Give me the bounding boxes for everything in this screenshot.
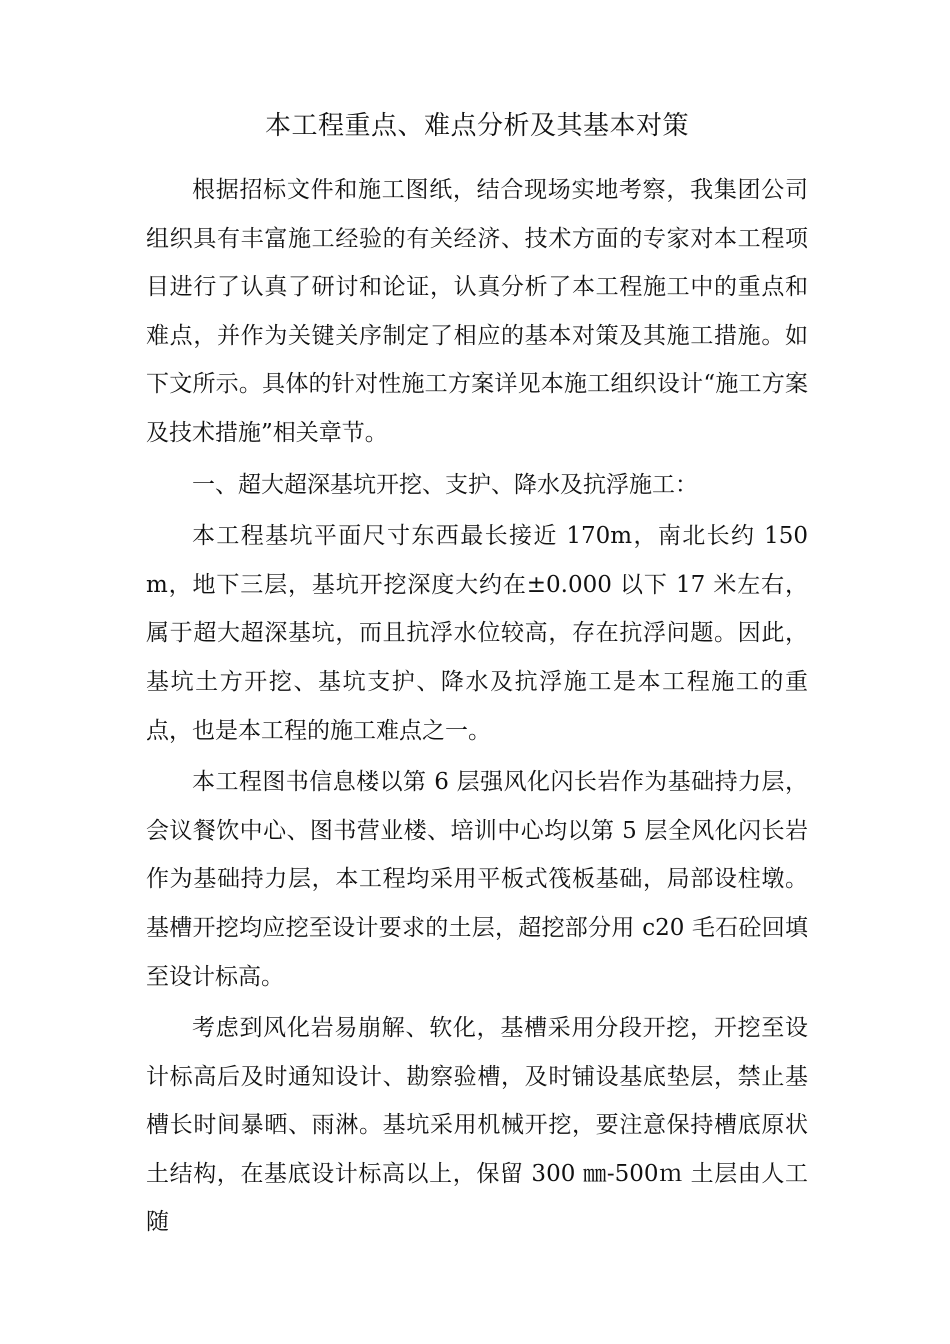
paragraph-intro: 根据招标文件和施工图纸，结合现场实地考察，我集团公司组织具有丰富施工经验的有关经济、技术方面的专家对本工程项目进行了认真了研讨和论证，认真分析了本工程施工中的重点和难点，并作为关键关序制定了相应的基本对策及其施工措施。如下文所示。具体的针对性施工方案详见本施工组织设计“施工方案及技术措施”相关章节。 — [146, 177, 808, 446]
paragraph-pit-dimensions: 本工程基坑平面尺寸东西最长接近 170m，南北长约 150m，地下三层，基坑开挖深度大约在±0.000 以下 17 米左右，属于超大超深基坑，而且抗浮水位较高，存在抗浮问题。因此，基坑土方开挖、基坑支护、降水及抗浮施工是本工程施工的重点，也是本工程的施工难点之一。 — [146, 523, 808, 744]
paragraph-bearing-layer: 本工程图书信息楼以第 6 层强风化闪长岩作为基础持力层，会议餐饮中心、图书营业楼、培训中心均以第 5 层全风化闪长岩作为基础持力层，本工程均采用平板式筏板基础，局部设柱墩。基槽开挖均应挖至设计要求的土层，超挖部分用 c20 毛石砼回填至设计标高。 — [146, 769, 808, 990]
document-title: 本工程重点、难点分析及其基本对策 — [264, 111, 689, 141]
section-heading-foundation-pit: 一、超大超深基坑开挖、支护、降水及抗浮施工： — [192, 471, 698, 498]
paragraph-excavation-method: 考虑到风化岩易崩解、软化，基槽采用分段开挖，开挖至设计标高后及时通知设计、勘察验槽，及时铺设基底垫层，禁止基槽长时间暴晒、雨淋。基坑采用机械开挖，要注意保持槽底原状土结构，在基底设计标高以上，保留 300 ㎜-500ｍ 土层由人工随 — [146, 1015, 808, 1236]
